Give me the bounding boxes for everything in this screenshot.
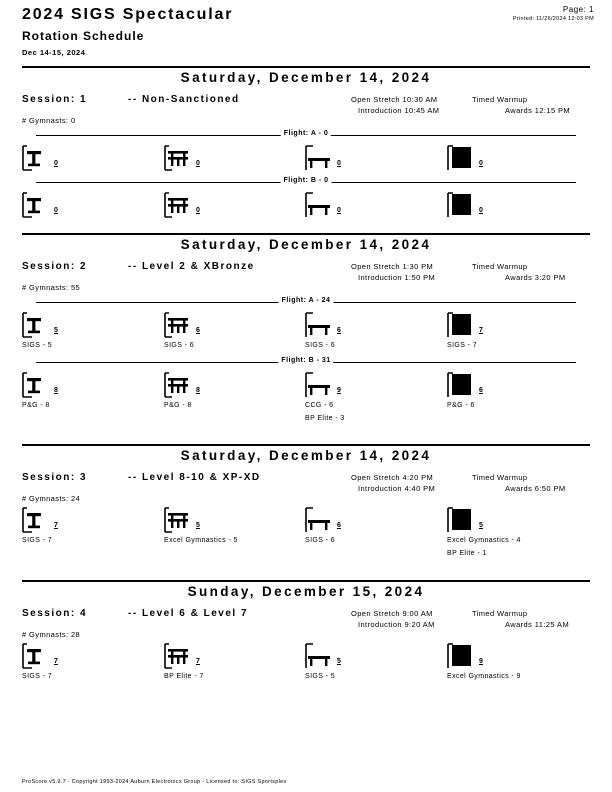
open-stretch-time: Open Stretch 4:20 PM [351, 473, 434, 482]
gymnast-count: # Gymnasts: 0 [22, 116, 76, 125]
session-number: Session: 3 [22, 472, 88, 483]
printed-timestamp: Printed: 11/26/2024 12:03 PM [512, 16, 594, 22]
team-entry: SIGS - 6 [164, 342, 195, 349]
timed-warmup-label: Timed Warmup [472, 473, 528, 482]
session-name: -- Level 8-10 & XP-XD [128, 472, 261, 483]
beam-icon [305, 643, 331, 669]
event-rotation [447, 507, 587, 567]
event-rotation [22, 372, 162, 432]
session-divider [22, 444, 590, 446]
team-entry: Excel Gymnastics - 5 [164, 537, 238, 544]
timed-warmup-label: Timed Warmup [472, 262, 528, 271]
session-number: Session: 4 [22, 608, 88, 619]
awards-time: Awards 3:20 PM [505, 273, 566, 282]
event-rotation [22, 507, 162, 567]
floor-icon [447, 643, 473, 669]
event-rotation [305, 507, 445, 567]
event-count: 8 [196, 387, 200, 394]
floor-icon [447, 372, 473, 398]
team-entry: BP Elite - 3 [305, 415, 345, 422]
floor-icon [447, 312, 473, 338]
event-count: 0 [196, 207, 200, 214]
team-entry: P&G - 8 [164, 402, 192, 409]
event-count: 6 [337, 327, 341, 334]
page-number: Page: 1 [562, 5, 594, 14]
bars-icon [164, 312, 190, 338]
team-entry: SIGS - 5 [305, 673, 336, 680]
event-count: 5 [479, 522, 483, 529]
bars-icon [164, 507, 190, 533]
session-day: Saturday, December 14, 2024 [180, 70, 432, 85]
bars-icon [164, 192, 190, 218]
team-entry: SIGS - 7 [447, 342, 478, 349]
bars-icon [164, 643, 190, 669]
timed-warmup-label: Timed Warmup [472, 95, 528, 104]
event-rotation [164, 507, 304, 567]
introduction-time: Introduction 4:40 PM [358, 484, 436, 493]
vault-icon [22, 312, 48, 338]
event-count: 0 [479, 207, 483, 214]
flight-label: Flight: A - 24 [279, 297, 334, 304]
awards-time: Awards 12:15 PM [505, 106, 571, 115]
event-count: 6 [196, 327, 200, 334]
floor-icon [447, 507, 473, 533]
event-count: 6 [337, 522, 341, 529]
event-count: 7 [54, 522, 58, 529]
session-number: Session: 2 [22, 261, 88, 272]
team-entry: SIGS - 6 [305, 342, 336, 349]
event-count: 0 [337, 207, 341, 214]
event-rotation [305, 643, 445, 703]
event-count: 0 [479, 160, 483, 167]
event-count: 5 [54, 327, 58, 334]
event-count: 7 [479, 327, 483, 334]
gymnast-count: # Gymnasts: 55 [22, 283, 81, 292]
gymnast-count: # Gymnasts: 24 [22, 494, 81, 503]
introduction-time: Introduction 1:50 PM [358, 273, 436, 282]
event-rotation [305, 372, 445, 432]
event-count: 9 [337, 387, 341, 394]
open-stretch-time: Open Stretch 10:30 AM [351, 95, 438, 104]
flight-label: Flight: A - 0 [281, 130, 331, 137]
event-rotation [447, 643, 587, 703]
report-title: Rotation Schedule [22, 29, 145, 43]
meet-title: 2024 SIGS Spectacular [22, 6, 234, 23]
timed-warmup-label: Timed Warmup [472, 609, 528, 618]
bars-icon [164, 145, 190, 171]
session-divider [22, 580, 590, 582]
event-count: 0 [337, 160, 341, 167]
team-entry: Excel Gymnastics - 4 [447, 537, 521, 544]
open-stretch-time: Open Stretch 1:30 PM [351, 262, 434, 271]
bars-icon [164, 372, 190, 398]
session-divider [22, 233, 590, 235]
gymnast-count: # Gymnasts: 28 [22, 630, 81, 639]
event-count: 7 [196, 658, 200, 665]
meet-dates: Dec 14-15, 2024 [22, 48, 86, 57]
session-day: Saturday, December 14, 2024 [180, 237, 432, 252]
event-count: 7 [54, 658, 58, 665]
session-divider [22, 66, 590, 68]
event-count: 0 [54, 207, 58, 214]
vault-icon [22, 507, 48, 533]
event-rotation [164, 372, 304, 432]
event-rotation [447, 372, 587, 432]
team-entry: SIGS - 7 [22, 537, 53, 544]
awards-time: Awards 11:25 AM [505, 620, 570, 629]
team-entry: Excel Gymnastics - 9 [447, 673, 521, 680]
event-rotation [22, 643, 162, 703]
event-count: 6 [479, 387, 483, 394]
session-name: -- Level 2 & XBronze [128, 261, 255, 272]
footer-copyright: ProScore v5.9.7 - Copyright 1993-2024 Auburn Electronics Group - Licensed to: SIGS Sportsplex [22, 779, 287, 785]
vault-icon [22, 145, 48, 171]
team-entry: BP Elite - 1 [447, 550, 487, 557]
team-entry: SIGS - 7 [22, 673, 53, 680]
team-entry: SIGS - 5 [22, 342, 53, 349]
team-entry: BP Elite - 7 [164, 673, 204, 680]
team-entry: P&G - 6 [447, 402, 475, 409]
vault-icon [22, 192, 48, 218]
floor-icon [447, 192, 473, 218]
flight-header [36, 358, 576, 367]
session-number: Session: 1 [22, 94, 88, 105]
event-count: 0 [196, 160, 200, 167]
team-entry: CCG - 6 [305, 402, 334, 409]
flight-label: Flight: B - 31 [278, 357, 333, 364]
flight-header [36, 131, 576, 140]
awards-time: Awards 6:50 PM [505, 484, 566, 493]
session-name: -- Level 6 & Level 7 [128, 608, 249, 619]
team-entry: P&G - 8 [22, 402, 50, 409]
beam-icon [305, 312, 331, 338]
open-stretch-time: Open Stretch 9:00 AM [351, 609, 433, 618]
beam-icon [305, 507, 331, 533]
event-count: 5 [196, 522, 200, 529]
vault-icon [22, 372, 48, 398]
event-count: 5 [337, 658, 341, 665]
session-day: Sunday, December 15, 2024 [187, 584, 425, 599]
introduction-time: Introduction 10:45 AM [358, 106, 440, 115]
beam-icon [305, 145, 331, 171]
event-count: 0 [54, 160, 58, 167]
page-info [513, 5, 594, 22]
floor-icon [447, 145, 473, 171]
session-name: -- Non-Sanctioned [128, 94, 240, 105]
flight-header [36, 178, 576, 187]
introduction-time: Introduction 9:20 AM [358, 620, 435, 629]
team-entry: SIGS - 6 [305, 537, 336, 544]
event-rotation [164, 643, 304, 703]
beam-icon [305, 372, 331, 398]
beam-icon [305, 192, 331, 218]
flight-label: Flight: B - 0 [281, 177, 332, 184]
vault-icon [22, 643, 48, 669]
session-day: Saturday, December 14, 2024 [180, 448, 432, 463]
event-count: 8 [54, 387, 58, 394]
flight-header [36, 298, 576, 307]
event-count: 9 [479, 658, 483, 665]
